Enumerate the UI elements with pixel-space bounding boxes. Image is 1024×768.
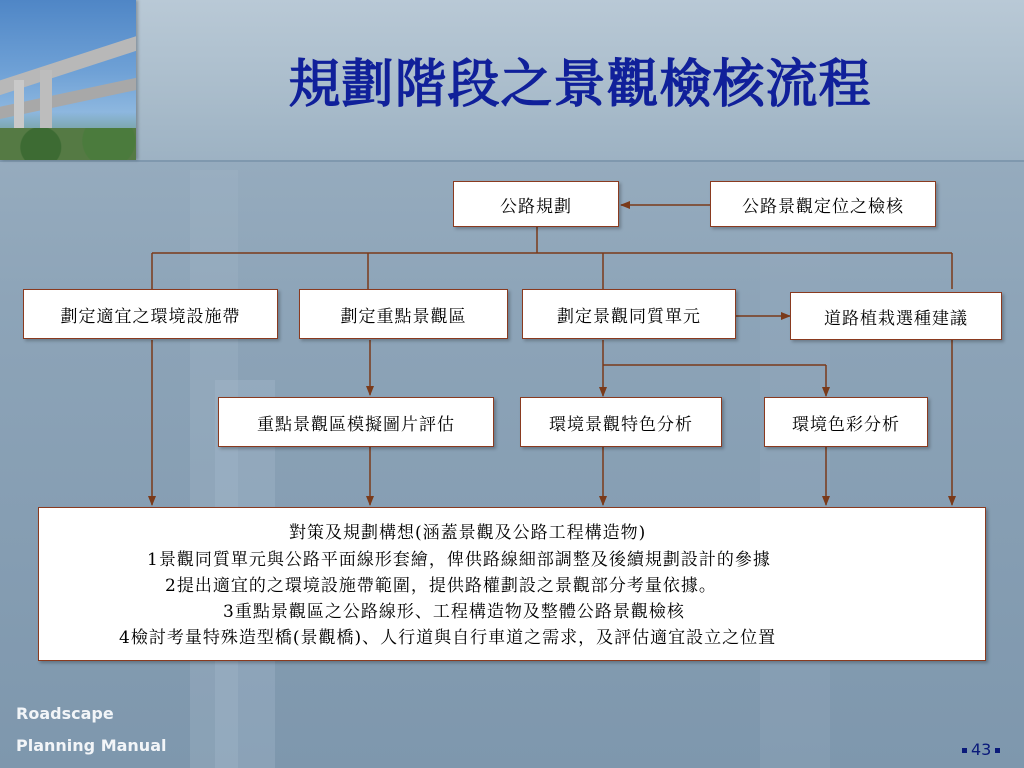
box-highway-planning: 公路規劃 <box>453 181 619 227</box>
summary-item: 4檢討考量特殊造型橋(景觀橋)、人行道與自行車道之需求，及評估適宜設立之位置 <box>119 628 777 648</box>
footer-title-line2: Planning Manual <box>16 736 167 755</box>
summary-heading: 對策及規劃構想(涵蓋景觀及公路工程構造物) <box>289 523 647 543</box>
box-landscape-positioning-check: 公路景觀定位之檢核 <box>710 181 936 227</box>
page-number-text: 43 <box>971 740 992 759</box>
box-simulation-evaluation: 重點景觀區模擬圖片評估 <box>218 397 494 447</box>
bullet-icon <box>995 748 1000 753</box>
box-env-facility-zone: 劃定適宜之環境設施帶 <box>23 289 278 339</box>
footer-title-line1: Roadscape <box>16 704 114 723</box>
box-landscape-homogeneous-unit: 劃定景觀同質單元 <box>522 289 736 339</box>
page-number <box>958 740 1004 759</box>
box-color-analysis: 環境色彩分析 <box>764 397 928 447</box>
summary-item: 3重點景觀區之公路線形、工程構造物及整體公路景觀檢核 <box>223 602 685 622</box>
slide-title: 規劃階段之景觀檢核流程 <box>288 55 872 115</box>
summary-item: 1景觀同質單元與公路平面線形套繪，俾供路線細部調整及後續規劃設計的參據 <box>147 550 771 570</box>
box-planting-suggestion: 道路植栽選種建議 <box>790 292 1002 340</box>
box-strategy-summary <box>38 507 986 661</box>
bullet-icon <box>962 748 967 753</box>
summary-item: 2提出適宜的之環境設施帶範圍，提供路權劃設之景觀部分考量依據。 <box>165 576 717 596</box>
box-feature-analysis: 環境景觀特色分析 <box>520 397 722 447</box>
box-key-landscape-area: 劃定重點景觀區 <box>299 289 508 339</box>
